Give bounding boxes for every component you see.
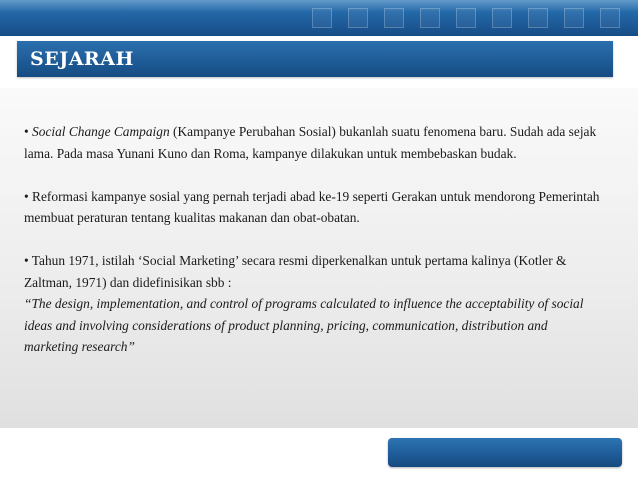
bullet: • [24, 124, 33, 139]
point-3-text: Tahun 1971, istilah ‘Social Marketing’ secara resmi diperkenalkan untuk pertama kalinya (Kotler & Zaltman, 1971) dan didefinisikan sbb : [24, 253, 567, 290]
point-1 [24, 121, 604, 164]
header-band [0, 0, 638, 36]
decor-square [348, 8, 368, 28]
decor-square [564, 8, 584, 28]
point-2-text: Reformasi kampanye sosial yang pernah terjadi abad ke-19 seperti Gerakan untuk mendorong Pemerintah membuat peraturan tentang kualitas makanan dan obat-obatan. [24, 188, 600, 225]
decor-square [420, 8, 440, 28]
decor-square [456, 8, 476, 28]
definition-quote: “The design, implementation, and control of programs calculated to influence the acceptability of social ideas and involving considerations of product planning, pricing, communication, distribution and marketing research” [24, 296, 584, 354]
slide-title: SEJARAH [30, 48, 134, 70]
point-3 [24, 250, 604, 358]
slide-body [24, 121, 604, 358]
decor-square [528, 8, 548, 28]
decor-square [312, 8, 332, 28]
point-1-italic-lead: Social Change Campaign [32, 124, 170, 139]
title-bar [17, 41, 613, 77]
decor-square [492, 8, 512, 28]
decor-square [600, 8, 620, 28]
point-1-text: (Kampanye Perubahan Sosial) bukanlah suatu fenomena baru. Sudah ada sejak lama. Pada masa Yunani Kuno dan Roma, kampanye dilakukan untuk membebaskan budak. [24, 124, 597, 161]
bullet: • [24, 253, 32, 268]
decor-square [384, 8, 404, 28]
footer-button[interactable] [388, 438, 622, 467]
point-2 [24, 186, 604, 229]
bullet: • [24, 188, 33, 204]
